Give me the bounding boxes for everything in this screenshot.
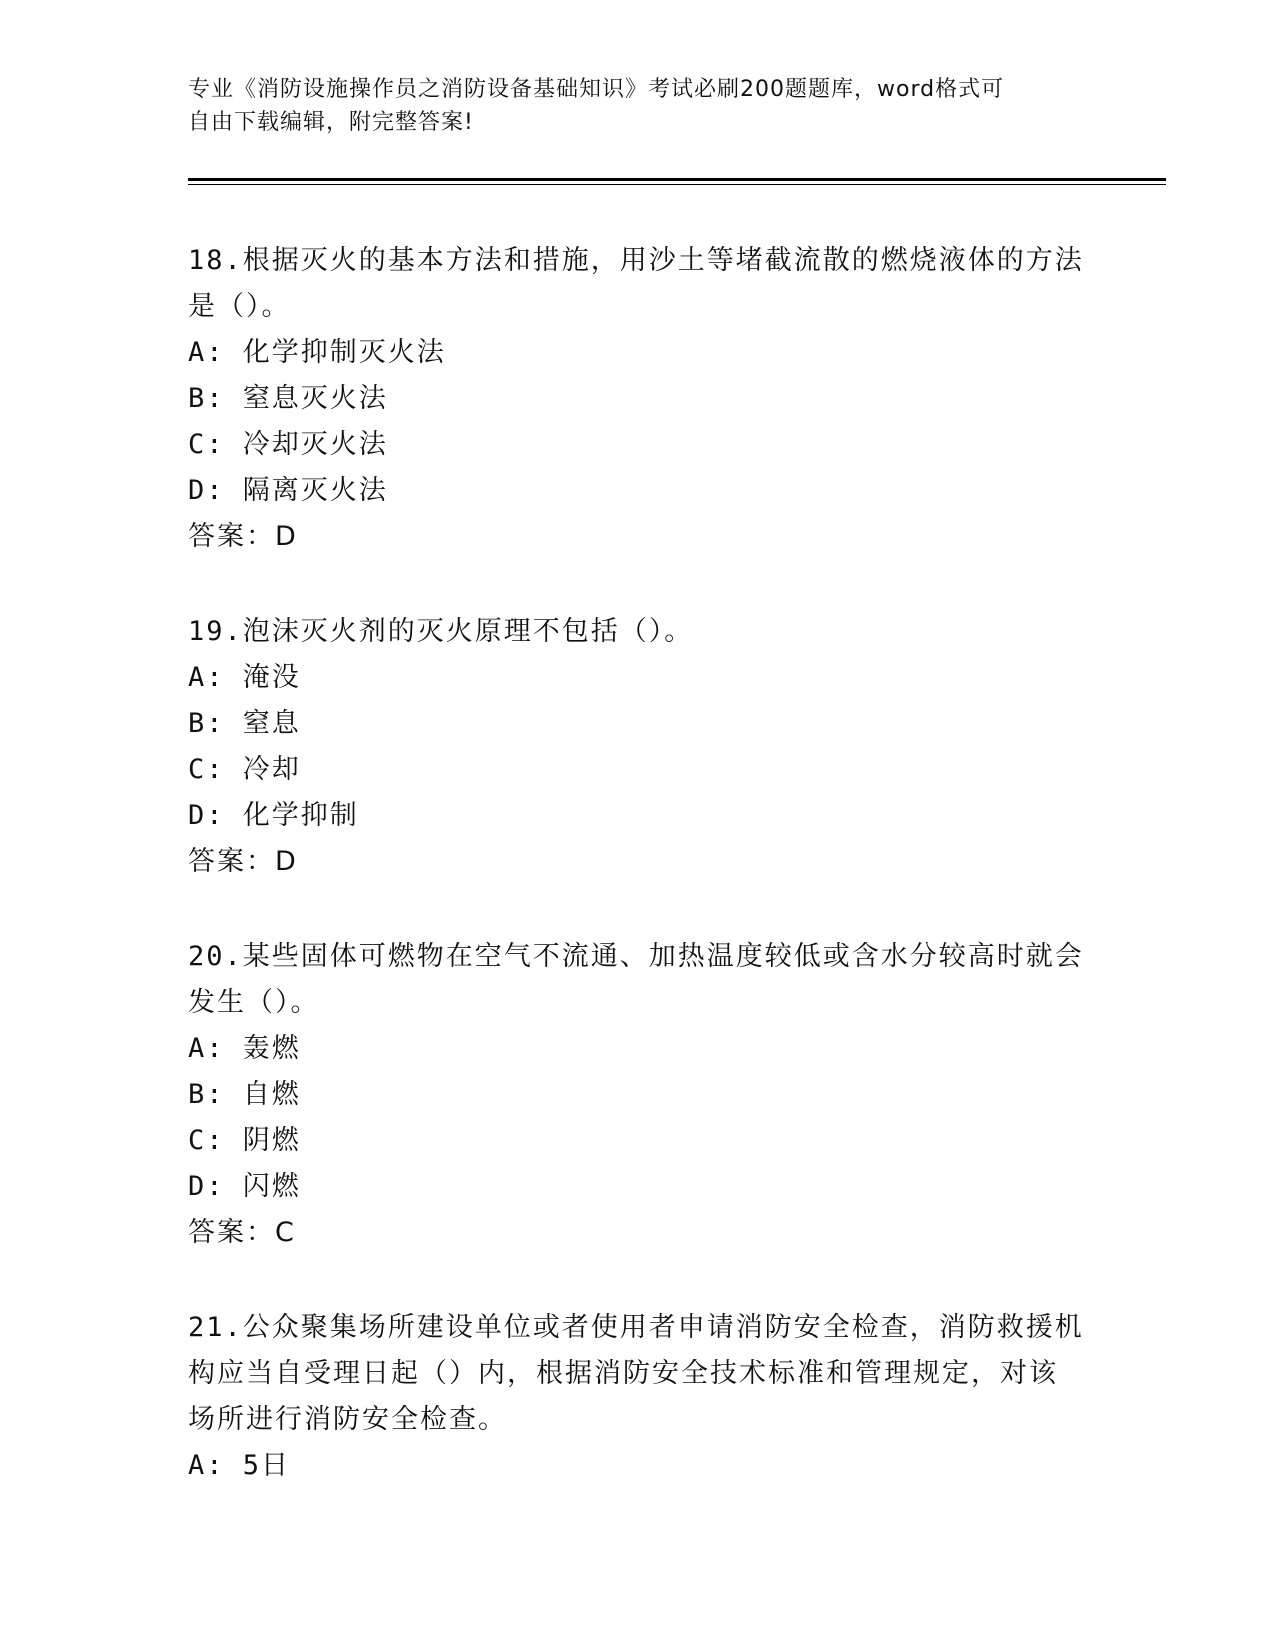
question-stem <box>188 609 1088 655</box>
question-stem <box>188 238 1088 330</box>
stem-line: 18.根据灭火的基本方法和措施，用沙土等堵截流散的燃烧液体的方法 <box>188 245 1084 276</box>
question-21 <box>188 1305 1088 1489</box>
question-20 <box>188 934 1088 1256</box>
option-b: B: 窒息 <box>188 708 301 739</box>
option-d: D: 隔离灭火法 <box>188 475 388 506</box>
option-d: D: 化学抑制 <box>188 800 359 831</box>
stem-line: 19.泡沫灭火剂的灭火原理不包括（）。 <box>188 616 694 647</box>
answer-line: 答案：D <box>188 846 298 877</box>
question-stem <box>188 934 1088 1026</box>
header-divider-thin <box>188 184 1166 185</box>
stem-line: 21.公众聚集场所建设单位或者使用者申请消防安全检查，消防救援机 <box>188 1312 1084 1343</box>
option-a: A: 轰燃 <box>188 1033 301 1064</box>
stem-line: 构应当自受理日起（）内，根据消防安全技术标准和管理规定，对该 <box>188 1358 1058 1389</box>
stem-line: 是（）。 <box>188 291 291 322</box>
option-c: C: 冷却灭火法 <box>188 429 388 460</box>
header-divider-thick <box>188 178 1166 181</box>
option-a: A: 5日 <box>188 1450 291 1481</box>
question-list <box>188 238 1088 1538</box>
stem-line: 20.某些固体可燃物在空气不流通、加热温度较低或含水分较高时就会 <box>188 941 1084 972</box>
stem-line: 场所进行消防安全检查。 <box>188 1404 507 1435</box>
option-c: C: 阴燃 <box>188 1125 301 1156</box>
answer-line: 答案：D <box>188 521 298 552</box>
question-18 <box>188 238 1088 560</box>
question-19 <box>188 609 1088 885</box>
header-line-1: 专业《消防设施操作员之消防设备基础知识》考试必刷200题题库，word格式可 <box>188 77 1005 102</box>
stem-line: 发生（）。 <box>188 987 320 1018</box>
option-a: A: 化学抑制灭火法 <box>188 337 446 368</box>
question-stem <box>188 1305 1088 1443</box>
option-a: A: 淹没 <box>188 662 301 693</box>
option-b: B: 自燃 <box>188 1079 301 1110</box>
document-header <box>188 73 1088 139</box>
option-d: D: 闪燃 <box>188 1171 301 1202</box>
option-b: B: 窒息灭火法 <box>188 383 388 414</box>
answer-line: 答案：C <box>188 1217 296 1248</box>
header-line-2: 自由下载编辑，附完整答案! <box>188 110 474 135</box>
option-c: C: 冷却 <box>188 754 301 785</box>
